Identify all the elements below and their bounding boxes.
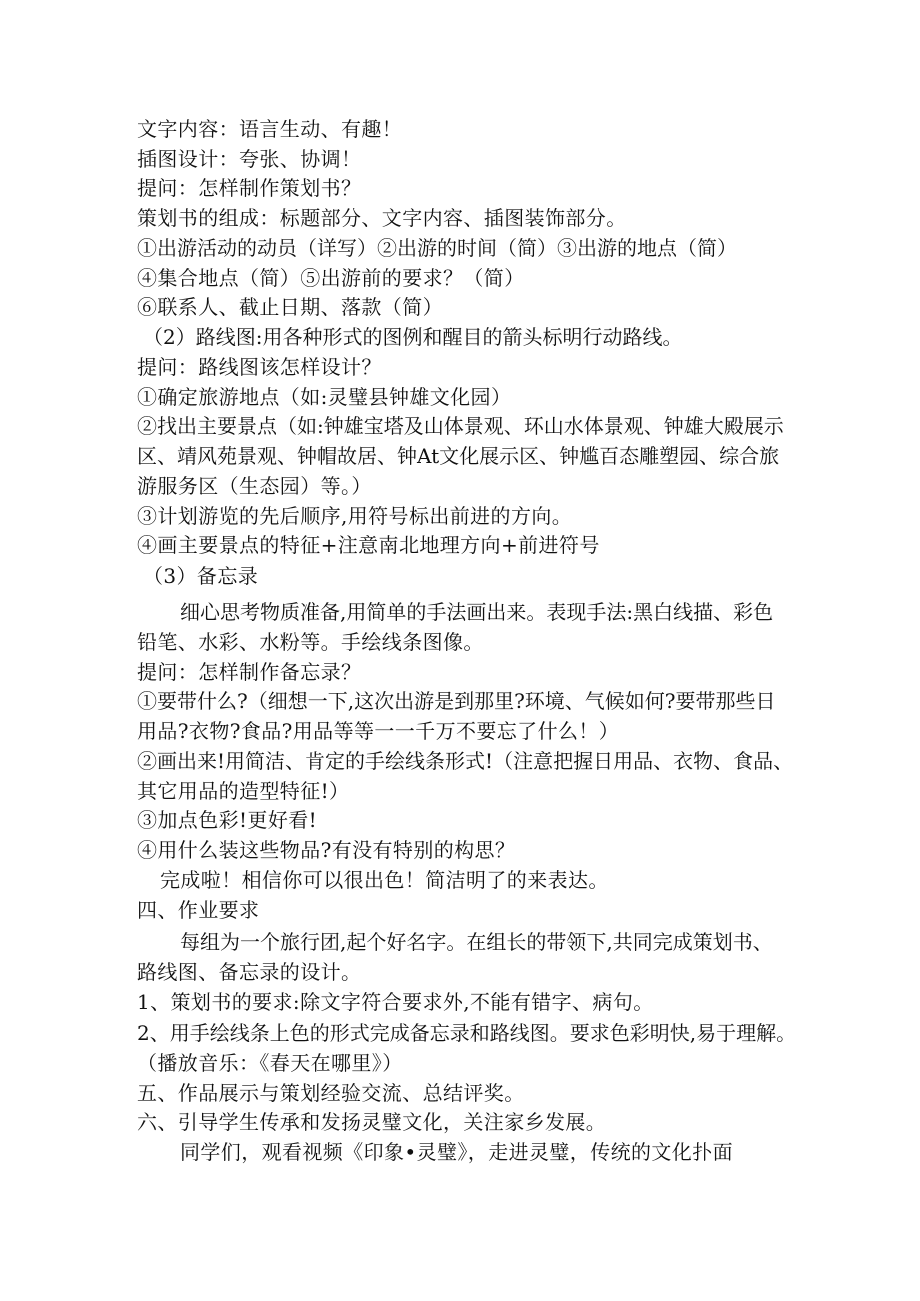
section-heading: 五、作品展示与策划经验交流、总结评奖。: [137, 1081, 525, 1105]
text-line: 完成啦！相信你可以很出色！简洁明了的来表达。: [160, 868, 609, 892]
text-line: 铅笔、水彩、水粉等。手绘线条图像。: [137, 630, 484, 654]
text-line: 2、用手绘线条上色的形式完成备忘录和路线图。要求色彩明快,易于理解。: [137, 1021, 797, 1045]
text-line: 提问：怎样制作策划书？: [137, 176, 362, 200]
text-line: ①出游活动的动员（详写）②出游的时间（简）③出游的地点（简）: [137, 236, 737, 260]
text-line: 插图设计：夸张、协调！: [137, 147, 362, 171]
section-heading: （3）备忘录: [143, 564, 259, 588]
text-line: 每组为一个旅行团,起个好名字。在组长的带领下,共同完成策划书、: [180, 930, 773, 954]
text-line: ②画出来!用简洁、肯定的手绘线条形式!（注意把握日用品、衣物、食品、: [137, 749, 794, 773]
text-line: ①要带什么?（细想一下,这次出游是到那里?环境、气候如何?要带那些日: [137, 689, 776, 713]
text-line: 游服务区（生态园）等。）: [137, 474, 372, 498]
text-line: ④画主要景点的特征+注意南北地理方向+前进符号: [137, 533, 600, 557]
text-line: 提问：怎样制作备忘录？: [137, 660, 362, 684]
text-line: 同学们，观看视频《印象•灵璧》，走进灵璧，传统的文化扑面: [180, 1140, 733, 1164]
text-line: ④用什么装这些物品?有没有特别的构思？: [137, 838, 516, 862]
text-line: 用品?衣物?食品?用品等等一一千万不要忘了什么！）: [137, 719, 620, 743]
text-line: 区、靖风苑景观、钟帽故居、钟At文化展示区、钟尴百态雕塑园、综合旅: [137, 444, 780, 468]
text-line: ③计划游览的先后顺序,用符号标出前进的方向。: [137, 504, 573, 528]
text-line: ①确定旅游地点（如:灵璧县钟雄文化园）: [137, 385, 512, 409]
text-line: （播放音乐：《春天在哪里》）: [137, 1051, 403, 1075]
text-line: 提问：路线图该怎样设计？: [137, 355, 382, 379]
text-line: 路线图、备忘录的设计。: [137, 960, 362, 984]
section-heading: 四、作业要求: [137, 898, 260, 922]
text-line: ②找出主要景点（如:钟雄宝塔及山体景观、环山水体景观、钟雄大殿展示: [137, 414, 784, 438]
section-heading: 六、引导学生传承和发扬灵璧文化，关注家乡发展。: [137, 1110, 607, 1134]
text-line: ④集合地点（简）⑤出游前的要求？（简）: [137, 266, 525, 290]
text-line: ③加点色彩!更好看!: [137, 808, 318, 832]
text-line: 其它用品的造型特征!）: [137, 779, 350, 803]
text-line: 策划书的组成：标题部分、文字内容、插图装饰部分。: [137, 206, 627, 230]
section-heading: （2）路线图:用各种形式的图例和醒目的箭头标明行动路线。: [143, 325, 683, 349]
text-line: 1、策划书的要求:除文字符合要求外,不能有错字、病句。: [137, 990, 654, 1014]
text-line: 细心思考物质准备,用简单的手法画出来。表现手法:黑白线描、彩色: [180, 600, 774, 624]
text-line: ⑥联系人、截止日期、落款（简）: [137, 295, 443, 319]
text-line: 文字内容：语言生动、有趣！: [137, 117, 403, 141]
